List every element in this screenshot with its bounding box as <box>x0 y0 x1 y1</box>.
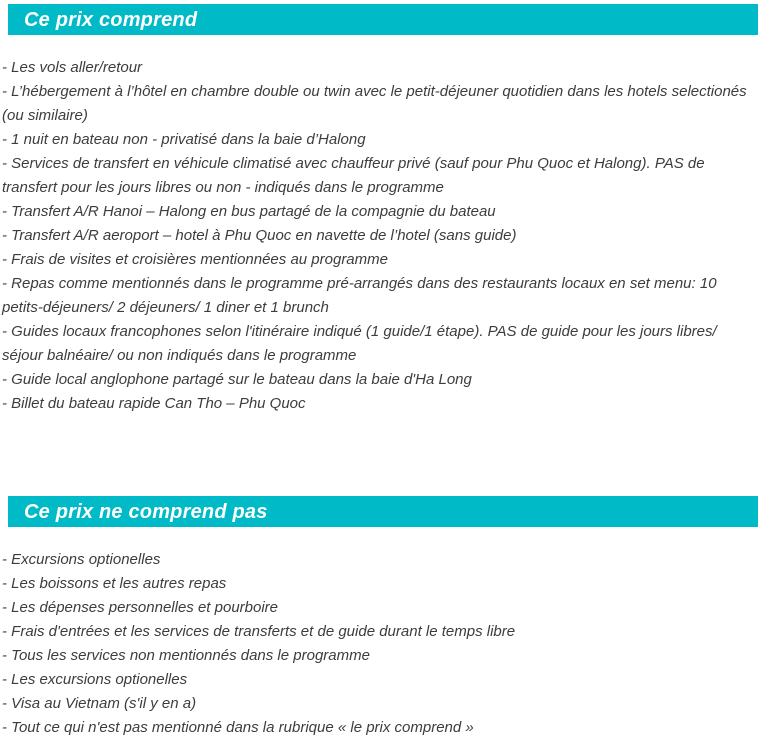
price-includes-title: Ce prix comprend <box>24 8 198 31</box>
list-item: - Les excursions optionelles <box>2 671 188 688</box>
list-item: - Les dépenses personnelles et pourboire <box>2 599 279 616</box>
list-item: - Guides locaux francophones selon l'itinéraire indiqué (1 guide/1 étape). PAS de guide pour les jours libres/ séjour balnéaire/ ou non indiqués dans le programme <box>2 323 717 364</box>
list-item: - Tous les services non mentionnés dans le programme <box>2 647 370 664</box>
list-item: - Frais d'entrées et les services de transferts et de guide durant le temps libre <box>2 623 516 640</box>
list-item: - Billet du bateau rapide Can Tho – Phu Quoc <box>2 395 306 412</box>
list-item: - Transfert A/R Hanoi – Halong en bus partagé de la compagnie du bateau <box>2 203 496 220</box>
list-item: - Tout ce qui n'est pas mentionné dans la rubrique « le prix comprend » <box>2 719 474 736</box>
section-price-excludes <box>0 496 758 740</box>
list-item: - Transfert A/R aeroport – hotel à Phu Quoc en navette de l’hotel (sans guide) <box>2 227 517 244</box>
list-item: - Excursions optionelles <box>2 551 161 568</box>
price-excludes-title: Ce prix ne comprend pas <box>24 500 268 523</box>
list-item: - Services de transfert en véhicule climatisé avec chauffeur privé (sauf pour Phu Quoc et Halong). PAS de transfert pour les jours libres ou non - indiqués dans le programme <box>2 155 705 196</box>
list-item: - Les vols aller/retour <box>2 59 143 76</box>
price-excludes-list <box>0 527 758 740</box>
list-item: - Visa au Vietnam (s'il y en a) <box>2 695 197 712</box>
list-item: - 1 nuit en bateau non - privatisé dans la baie d’Halong <box>2 131 366 148</box>
price-includes-header-bar <box>8 4 758 35</box>
section-price-includes <box>0 4 758 416</box>
price-excludes-header-bar <box>8 496 758 527</box>
list-item: - Frais de visites et croisières mentionnées au programme <box>2 251 388 268</box>
list-item: - Guide local anglophone partagé sur le bateau dans la baie d'Ha Long <box>2 371 472 388</box>
price-includes-list <box>0 35 758 416</box>
list-item: - L’hébergement à l’hôtel en chambre double ou twin avec le petit-déjeuner quotidien dans les hotels selectionés (ou similaire) <box>2 83 747 124</box>
list-item: - Les boissons et les autres repas <box>2 575 227 592</box>
list-item: - Repas comme mentionnés dans le programme pré-arrangés dans des restaurants locaux en set menu: 10 petits-déjeuners/ 2 déjeuners/ 1 diner et 1 brunch <box>2 275 717 316</box>
